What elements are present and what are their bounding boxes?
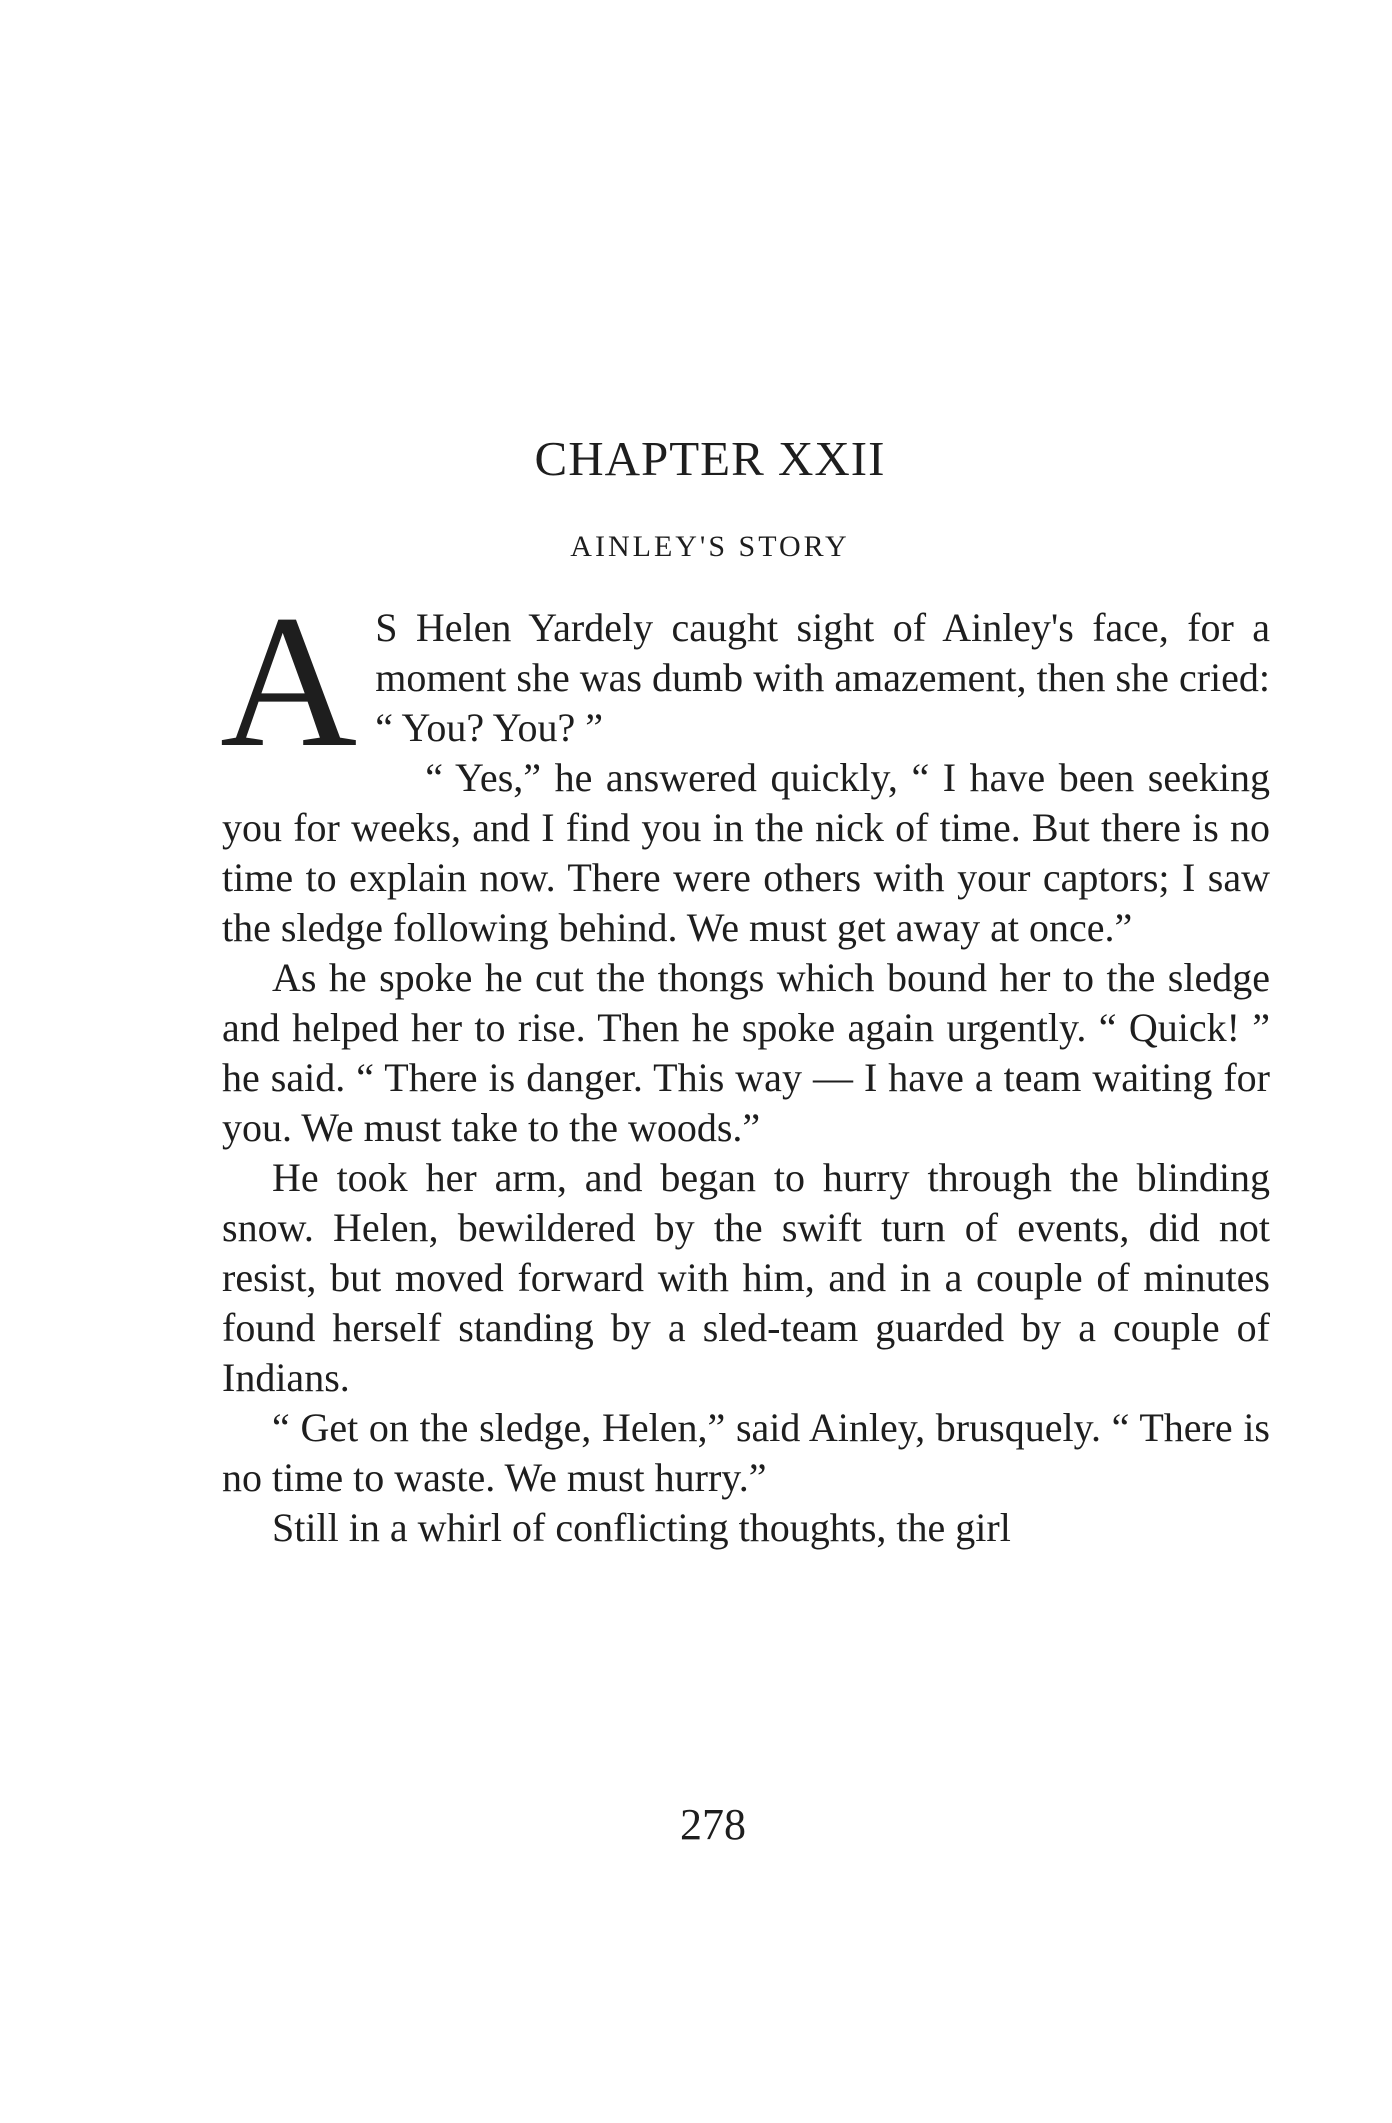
paragraph: S Helen Yardely caught sight of Ainley's face, for a moment she was dumb with amazement, then she cried: “ You? You? ” bbox=[375, 605, 1270, 750]
page-number: 278 bbox=[680, 1800, 746, 1849]
paragraph: Still in a whirl of conflicting thoughts, the girl bbox=[272, 1505, 1011, 1550]
drop-cap: A bbox=[220, 577, 358, 787]
chapter-text bbox=[220, 577, 1270, 1553]
chapter-title: CHAPTER XXII bbox=[534, 431, 886, 486]
paragraph: “ Get on the sledge, Helen,” said Ainley, brusquely. “ There is no time to waste. We must hurry.” bbox=[222, 1405, 1270, 1500]
chapter-subtitle: AINLEY'S STORY bbox=[570, 530, 850, 563]
paragraph: “ Yes,” he answered quickly, “ I have been seeking you for weeks, and I find you in the nick of time. But there is no time to explain now. There were others with your captors; I saw the sledge following behind. We must get away at once.” bbox=[222, 755, 1270, 950]
paragraph: He took her arm, and began to hurry through the blinding snow. Helen, bewildered by the swift turn of events, did not resist, but moved forward with him, and in a couple of minutes found herself standing by a sled-team guarded by a couple of Indians. bbox=[222, 1155, 1270, 1400]
paragraph: As he spoke he cut the thongs which bound her to the sledge and helped her to rise. Then he spoke again urgently. “ Quick! ” he said. “ There is danger. This way — I have a team waiting for you. We must take to the woods.” bbox=[222, 955, 1270, 1150]
